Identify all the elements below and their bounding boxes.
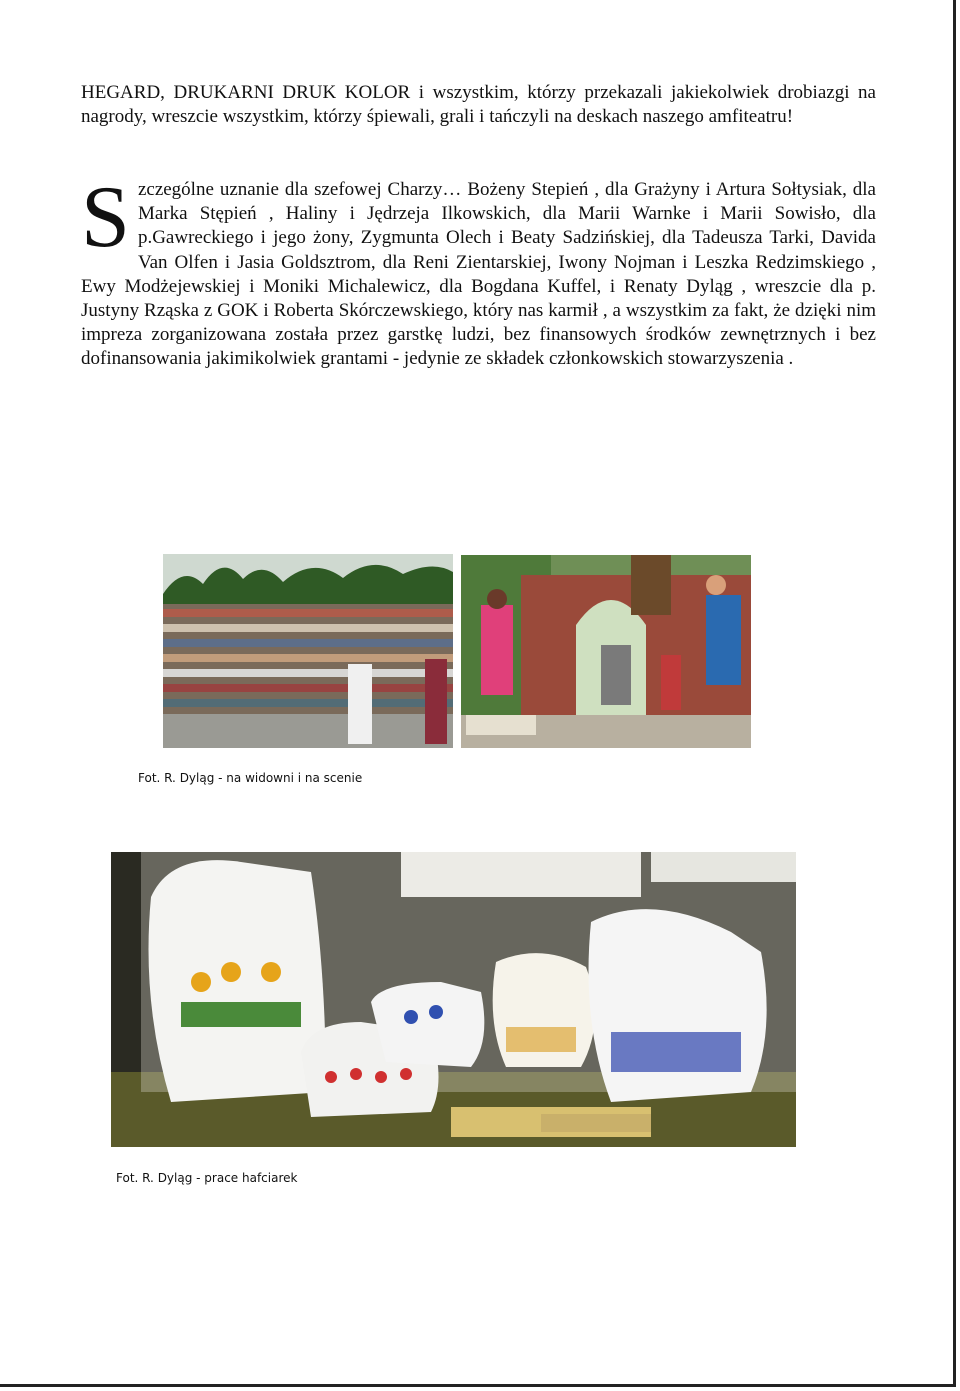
paragraph-thanks: HEGARD, DRUKARNI DRUK KOLOR i wszystkim, którzy przekazali jakiekolwiek drobiazgi na nagrody, wreszcie wszystkim, którzy śpiewali, grali i tańczyli na deskach naszego amfiteatru! <box>81 82 876 128</box>
paragraph-recognition-text: zczególne uznanie dla szefowej Charzy… Bożeny Stepień , dla Grażyny i Artura Sołtysiak, dla Marka Stępień , Haliny i Jędrzeja Ilkowskich, dla Marii Warnke i Marii Sowisło, dla p.Gawreckiego i jego żony, Zygmunta Olech i Beaty Sadzińskiej, dla Tadeusza Tarki, Davida Van Olfen i Jasia Goldsztrom, dla Reni Zientarskiej, Iwony Nojman i Leszka Redzimskiego , Ewy Modżejewskiej i Moniki Michalewicz, dla Bogdana Kuffel, i Renaty Dyląg , wreszcie dla p. Justyny Rząska z GOK i Roberta Skórczewskiego, który nas karmił , a wszystkim za fakt, że dzięki nim impreza zorganizowana została przez garstkę ludzi, bez finansowych środków zewnętrznych i bez dofinansowania jakimikolwiek grantami - jedynie ze składek członkowskich stowarzyszenia . <box>81 179 876 370</box>
drop-cap: S <box>81 169 130 266</box>
photo-stage-image <box>461 555 751 748</box>
caption-photo-bottom: Fot. R. Dyląg - prace hafciarek <box>116 1171 298 1185</box>
photo-embroidery-image <box>111 852 796 1147</box>
photo-audience <box>163 554 453 748</box>
photo-stage <box>461 555 751 748</box>
photo-audience-image <box>163 554 453 748</box>
photo-embroidery <box>111 852 796 1147</box>
paragraph-recognition <box>81 169 876 372</box>
caption-photos-top: Fot. R. Dyląg - na widowni i na scenie <box>138 771 363 785</box>
